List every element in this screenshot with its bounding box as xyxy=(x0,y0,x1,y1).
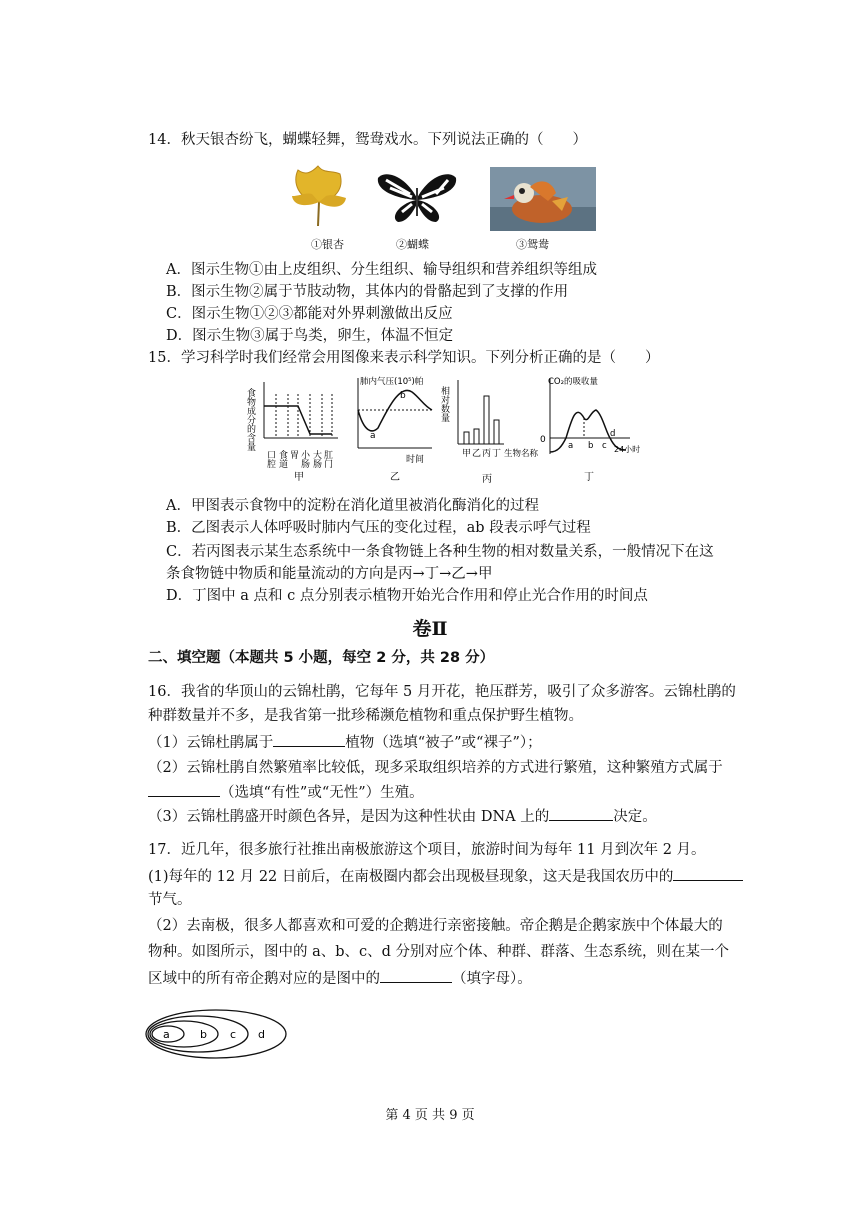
chart-bing-category: 乙 xyxy=(472,449,482,459)
ellipse-label-a: a xyxy=(163,1028,170,1041)
chart-jia-ylabel: 食物成分的含量 xyxy=(245,388,255,451)
q14-stem: 14．秋天银杏纷飞，蝴蝶轻舞，鸳鸯戏水。下列说法正确的（ ） xyxy=(148,132,587,148)
q14-option-a: A．图示生物①由上皮组织、分生组织、输导组织和营养组织等组成 xyxy=(166,262,597,278)
q16-part1: （1）云锦杜鹃属于 植物（选填“被子”或“裸子”）； xyxy=(148,732,542,753)
ellipse-label-d: d xyxy=(258,1028,265,1041)
chart-ding-caption: 丁 xyxy=(584,472,594,483)
q14-option-b: B．图示生物②属于节肢动物，其体内的骨骼起到了支撑的作用 xyxy=(166,284,569,300)
chart-jia xyxy=(242,374,352,486)
chart-bing-category: 丙 xyxy=(482,449,492,459)
q16-part3: （3）云锦杜鹃盛开时颜色各异，是因为这种性状由 DNA 上的 决定。 xyxy=(148,806,657,827)
blank-16-2[interactable] xyxy=(148,782,220,797)
q15-option-d: D．丁图中 a 点和 c 点分别表示植物开始光合作用和停止光合作用的时间点 xyxy=(166,588,648,604)
chart-yi-label-b: b xyxy=(400,391,406,401)
q16-part2: （2）云锦杜鹃自然繁殖率比较低，现多采取组织培养的方式进行繁殖，这种繁殖方式属于 xyxy=(148,760,723,776)
caption-butterfly: ②蝴蝶 xyxy=(396,238,429,251)
caption-ginkgo: ①银杏 xyxy=(311,238,344,251)
chart-jia-xtick: 小肠 xyxy=(299,450,309,468)
chart-ding-label-b: b xyxy=(588,441,594,451)
q15-option-c: C．若丙图表示某生态系统中一条食物链上各种生物的相对数量关系，一般情况下在这 xyxy=(166,544,714,560)
chart-jia-xtick: 肛门 xyxy=(322,450,332,468)
page-footer: 第 4 页 共 9 页 xyxy=(385,1108,475,1123)
q17-part2-cont2: 区域中的所有帝企鹅对应的是图中的 （填字母）。 xyxy=(148,968,532,989)
ginkgo-image xyxy=(288,162,350,232)
chart-jia-xtick: 食道 xyxy=(277,450,287,468)
chart-bing-bar xyxy=(464,432,469,444)
q17-part2: （2）去南极，很多人都喜欢和可爱的企鹅进行亲密接触。帝企鹅是企鹅家族中个体最大的 xyxy=(148,918,723,934)
ellipse-label-b: b xyxy=(200,1028,207,1041)
chart-bing-bar xyxy=(474,429,479,444)
section-heading: 二、填空题（本题共 5 小题，每空 2 分，共 28 分） xyxy=(148,650,495,666)
blank-16-1[interactable] xyxy=(273,732,345,747)
q15-option-a: A．甲图表示食物中的淀粉在消化道里被消化酶消化的过程 xyxy=(166,498,539,514)
blank-17-1[interactable] xyxy=(673,866,743,881)
q15-option-c-cont: 条食物链中物质和能量流动的方向是丙→丁→乙→甲 xyxy=(166,566,493,582)
ellipse-label-c: c xyxy=(230,1028,237,1041)
mandarin-duck-image xyxy=(490,167,596,231)
chart-bing xyxy=(439,376,540,486)
q17-part2-cont: 物种。如图所示，图中的 a、b、c、d 分别对应个体、种群、群落、生态系统，则在某一个 xyxy=(148,944,730,960)
blank-16-3[interactable] xyxy=(549,806,613,821)
chart-bing-category: 丁 xyxy=(492,449,502,459)
q17-part1-cont: 节气。 xyxy=(148,892,192,908)
chart-ding-ylabel: CO₂的吸收量 xyxy=(548,377,599,387)
chart-ding-xlabel: 24小时 xyxy=(614,445,641,454)
chart-yi-caption: 乙 xyxy=(390,472,400,483)
chart-ding xyxy=(540,372,640,486)
chart-bing-bar xyxy=(494,420,499,444)
chart-yi-xlabel: 时间 xyxy=(406,455,425,465)
chart-ding-label-a: a xyxy=(568,441,574,451)
chart-jia-xtick: 胃 xyxy=(288,450,298,459)
chart-jia-xtick: 口腔 xyxy=(265,450,275,468)
chart-jia-caption: 甲 xyxy=(294,472,304,483)
q16-line1: 16．我省的华顶山的云锦杜鹃，它每年 5 月开花，艳压群芳，吸引了众多游客。云锦杜鹃的 xyxy=(148,684,736,700)
blank-17-2[interactable] xyxy=(380,968,452,983)
nested-ellipse-diagram xyxy=(142,1006,292,1062)
caption-duck: ③鸳鸯 xyxy=(516,238,549,251)
q14-option-d: D．图示生物③属于鸟类，卵生，体温不恒定 xyxy=(166,328,454,344)
section-title: 卷Ⅱ xyxy=(412,618,448,640)
chart-yi-ylabel: 肺内气压(10⁵)帕 xyxy=(360,377,424,387)
butterfly-image xyxy=(374,168,460,226)
q15-stem: 15．学习科学时我们经常会用图像来表示科学知识。下列分析正确的是（ ） xyxy=(148,350,660,366)
chart-bing-category: 甲 xyxy=(462,449,472,459)
chart-bing-xlabel: 生物名称 xyxy=(504,449,539,459)
chart-bing-ylabel: 相对数量 xyxy=(439,386,449,422)
q17-part1: (1)每年的 12 月 22 日前后，在南极圈内都会出现极昼现象，这天是我国农历中的 xyxy=(148,866,743,887)
chart-ding-label-d: d xyxy=(610,429,616,439)
q17-line1: 17．近几年，很多旅行社推出南极旅游这个项目，旅游时间为每年 11 月到次年 2 月。 xyxy=(148,842,706,858)
chart-jia-xtick: 大肠 xyxy=(311,450,321,468)
chart-bing-caption: 丙 xyxy=(482,474,492,485)
q14-option-c: C．图示生物①②③都能对外界刺激做出反应 xyxy=(166,306,453,322)
q16-part2-cont: （选填“有性”或“无性”）生殖。 xyxy=(148,782,424,803)
chart-ding-label-c: c xyxy=(602,441,607,451)
chart-yi-label-a: a xyxy=(370,431,376,441)
q16-line2: 种群数量并不多，是我省第一批珍稀濒危植物和重点保护野生植物。 xyxy=(148,708,583,724)
q15-option-b: B．乙图表示人体呼吸时肺内气压的变化过程，ab 段表示呼气过程 xyxy=(166,520,591,536)
chart-yi-curve xyxy=(358,390,432,430)
chart-bing-bar xyxy=(484,396,489,444)
chart-ding-label-0: 0 xyxy=(540,435,546,445)
chart-yi xyxy=(350,372,440,484)
